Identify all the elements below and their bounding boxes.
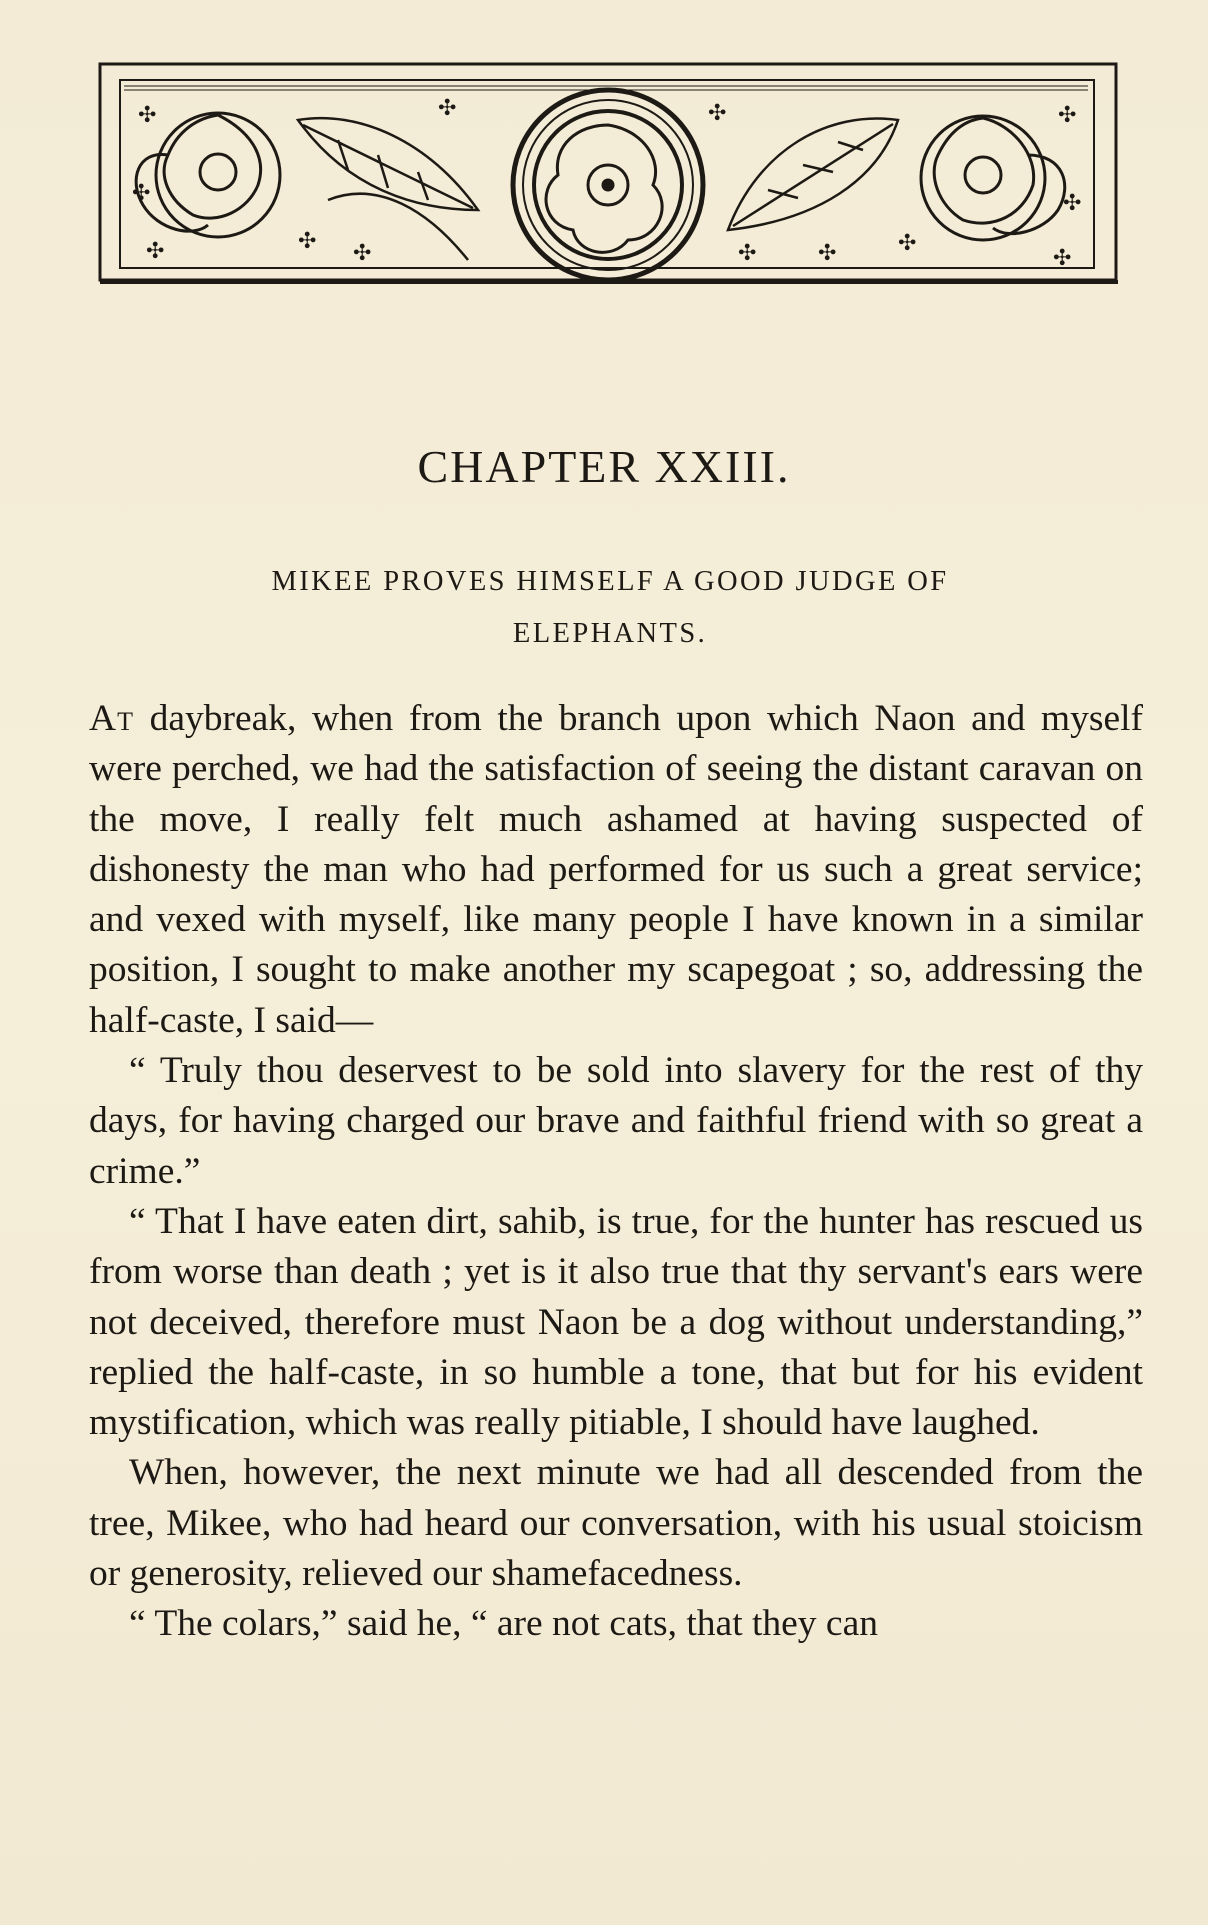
svg-text:✣: ✣ bbox=[1058, 103, 1077, 128]
paragraph-4: When, however, the next minute we had all descended from the tree, Mikee, who had heard our conversation, with his usual stoicism or generosity, relieved our shamefacedness. bbox=[89, 1452, 1143, 1595]
svg-text:✣: ✣ bbox=[898, 231, 917, 256]
floral-headpiece-ornament bbox=[98, 60, 1120, 286]
svg-text:✣: ✣ bbox=[438, 96, 457, 121]
svg-text:✣: ✣ bbox=[132, 181, 151, 206]
svg-text:✣: ✣ bbox=[138, 103, 157, 128]
paragraph-1-text: daybreak, when from the branch upon which Naon and myself were perched, we had the satisfaction of seeing the distant caravan on the move, I really felt much ashamed at having suspected of dishonesty the man who had performed for us such a great service; and vexed with myself, like many people I have known in a similar position, I sought to make another my scapegoat ; so, addressing the half-caste, I said— bbox=[89, 698, 1143, 1041]
svg-text:✣: ✣ bbox=[818, 241, 837, 266]
paragraph-2: “ Truly thou deservest to be sold into slavery for the rest of thy days, for having charged our brave and faithful friend with so great a crime.” bbox=[89, 1050, 1143, 1192]
chapter-subtitle-line-2: ELEPHANTS. bbox=[512, 618, 708, 649]
chapter-body bbox=[89, 694, 1143, 1650]
paragraph-1 bbox=[89, 694, 1143, 1046]
svg-text:✣: ✣ bbox=[1063, 191, 1082, 216]
svg-text:✣: ✣ bbox=[298, 229, 317, 254]
paragraph-1-lead: At bbox=[89, 698, 134, 739]
chapter-subtitle bbox=[160, 556, 1060, 660]
svg-text:✣: ✣ bbox=[146, 239, 165, 264]
svg-text:✣: ✣ bbox=[708, 101, 727, 126]
svg-text:✣: ✣ bbox=[1053, 246, 1072, 271]
chapter-subtitle-line-1: MIKEE PROVES HIMSELF A GOOD JUDGE OF bbox=[271, 566, 949, 597]
svg-text:✣: ✣ bbox=[738, 241, 757, 266]
paragraph-3: “ That I have eaten dirt, sahib, is true, for the hunter has rescued us from worse than death ; yet is it also true that thy servant's ears were not deceived, therefore must Naon be a dog without understanding,” replied the half-caste, in so humble a tone, that but for his evident mystification, which was really pitiable, I should have laughed. bbox=[89, 1200, 1143, 1444]
chapter-title: CHAPTER XXIII. bbox=[417, 441, 791, 492]
svg-text:✣: ✣ bbox=[353, 241, 372, 266]
paragraph-5: “ The colars,” said he, “ are not cats, that they can bbox=[129, 1603, 878, 1645]
